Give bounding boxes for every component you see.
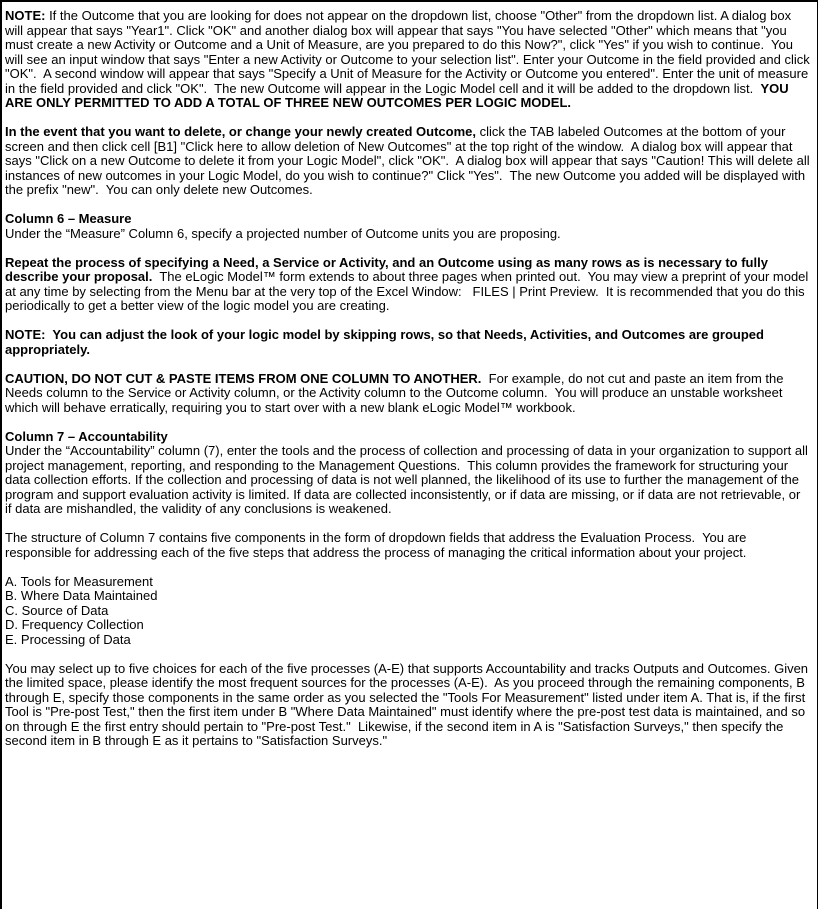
paragraph [5,531,810,560]
text: The eLogic Model™ form extends to about three pages when printed out. You may view a preprint of your model at any time by selecting from the Menu bar at the very top of the Excel Window: FILES | Print Preview. It is recommended that you do this periodically to get a better view of the logic model you are creating. [5,269,812,313]
document-body [2,2,817,749]
text: Under the “Accountability” column (7), enter the tools and the process of collection and processing of data in your organization to support all project management, reporting, and responding to the Management Questions. This column provides the framework for structuring your data collection efforts. If the collection and processing of data is not well planned, the likelihood of its use to further the management of the program and support evaluation activity is limited. If data are collected inconsistently, or if data are missing, or if data are not retrievable, or if data are mishandled, the validity of any conclusions is weakened. [5,443,812,516]
text: Under the “Measure” Column 6, specify a projected number of Outcome units you are proposing. [5,225,561,241]
bold-text: NOTE: [5,8,46,23]
bold-text: NOTE: You can adjust the look of your logic model by skipping rows, so that Needs, Activities, and Outcomes are grouped appropriately. [5,327,768,357]
text: If the Outcome that you are looking for does not appear on the dropdown list, choose "Other" from the dropdown list. A dialog box will appear that says "Year1". Click "OK" and another dialog box will appear that says "You have selected "Other" which means that "you must create a new Activity or Outcome and a Unit of Measure, are you prepared to do this Now?", click "Yes" if you wish to continue. You will see an input window that says "Enter a new Activity or Outcome to your selection list". Enter your Outcome in the field provided and click "OK". A second window will appear that says "Specify a Unit of Measure for the Activity or Outcome you entered". Enter the unit of measure in the field provided and click "OK". The new Outcome will appear in the Logic Model cell and it will be added to the dropdown list. [5,8,814,96]
paragraph [5,124,814,198]
bold-text: In the event that you want to delete, or change your newly created Outcome, [5,124,476,139]
bold-text: Column 7 – Accountability [5,428,168,444]
list-block [5,575,810,648]
bold-text: Column 6 – Measure [5,211,132,226]
bold-text: Repeat the process of specifying a Need, a Service or Activity, and an Outcome using as many rows as is necessary to fully describe your proposal. [5,254,772,284]
section-heading [5,430,810,445]
list-item: E. Processing of Data [5,631,131,647]
section-heading [5,212,810,227]
bold-text: CAUTION, DO NOT CUT & PASTE ITEMS FROM ONE COLUMN TO ANOTHER. [5,370,482,386]
list-item: C. Source of Data [5,602,109,618]
paragraph [5,328,810,357]
paragraph [5,372,810,416]
list-item: B. Where Data Maintained [5,588,158,603]
text: For example, do not cut and paste an item from the Needs column to the Service or Activity column, or the Activity column to the Outcome column. You will produce an unstable worksheet which will behave erratically, requiring you to start over with a new blank eLogic Model™ workbook. [5,370,788,415]
text: click the TAB labeled Outcomes at the bottom of your screen and then click cell [B1] "Click here to allow deletion of New Outcomes" at the top right of the window. A dialog box will appear that says "Click on a new Outcome to delete it from your Logic Model", click "OK". A dialog box will appear that says "Caution! This will delete all instances of new outcomes in your Logic Model, do you wish to continue?" Click "Yes". The new Outcome you added will be displayed with the prefix "new". You can only delete new Outcomes. [5,124,814,197]
text: The structure of Column 7 contains five components in the form of dropdown fields that address the Evaluation Process. You are responsible for addressing each of the five steps that address the process of managing the critical information about your project. [5,530,751,560]
paragraph [5,444,810,517]
paragraph [5,227,810,242]
list-item: D. Frequency Collection [5,617,144,632]
paragraph [5,256,810,314]
text: You may select up to five choices for each of the five processes (A-E) that supports Accountability and tracks Outputs and Outcomes. Given the limited space, please identify the most frequent sources for the processes (A-E). As you proceed through the remaining components, B through E, specify those components in the same order as you selected the "Tools For Measurement" listed under item A. That is, if the first Tool is "Pre-post Test," then the first item under B "Where Data Maintained" must identify where the pre-post test data is maintained, and so on through E the first entry should pertain to "Pre-post Test." Likewise, if the second item in A is "Satisfaction Surveys," then specify the second item in B through E as it pertains to "Satisfaction Surveys." [5,660,812,748]
paragraph [5,662,810,749]
bold-text: YOU ARE ONLY PERMITTED TO ADD A TOTAL OF THREE NEW OUTCOMES PER LOGIC MODEL. [5,80,792,110]
list-item: A. Tools for Measurement [5,573,153,589]
paragraph [5,8,814,111]
